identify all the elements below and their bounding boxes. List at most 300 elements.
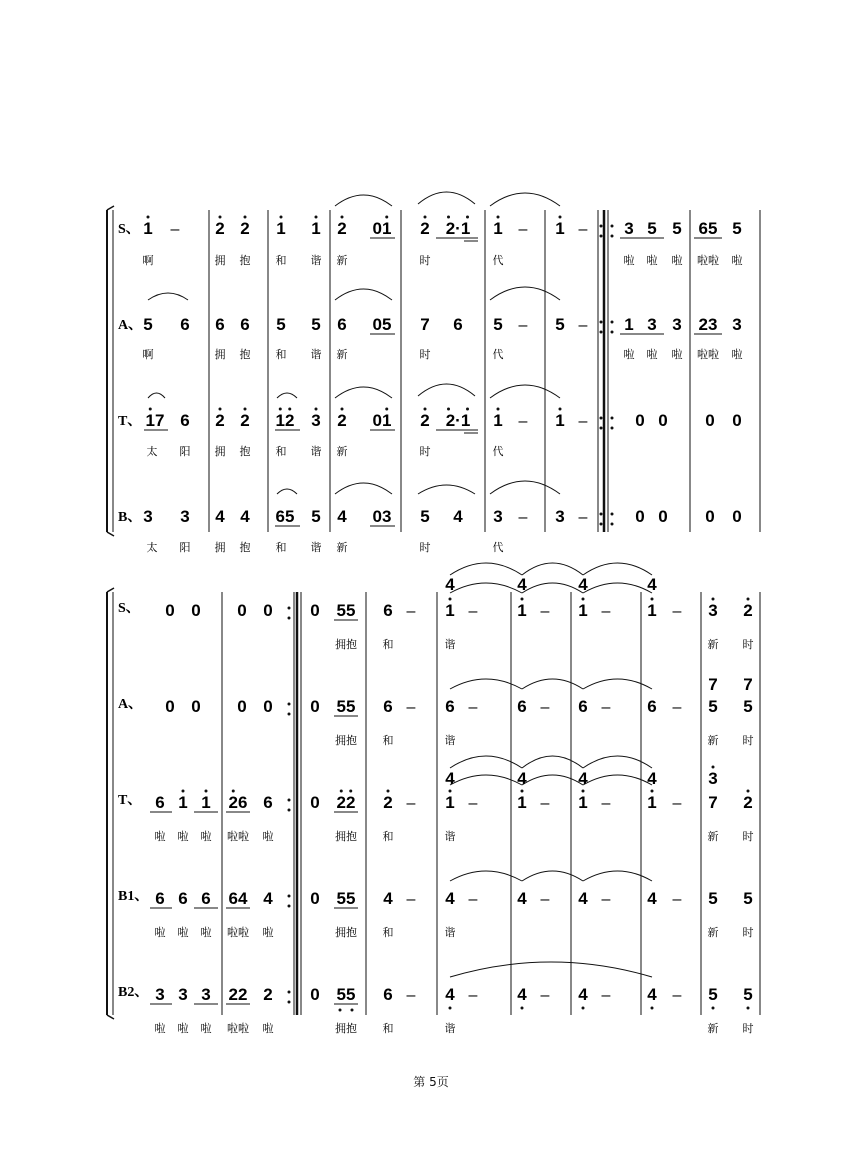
note: 6: [240, 315, 250, 334]
repeat-dot: [611, 513, 614, 516]
note: 3: [647, 315, 657, 334]
note: 2: [240, 219, 250, 238]
dash-mark: –: [468, 891, 478, 908]
part-label: B、: [118, 510, 142, 525]
note: 5: [493, 315, 503, 334]
note: 65: [698, 219, 718, 238]
repeat-dot: [611, 321, 614, 324]
note: 6: [383, 601, 393, 620]
octave-dot-above: [219, 408, 222, 411]
octave-dot-above: [521, 598, 524, 601]
slur: [418, 485, 475, 494]
upper-note: 3: [708, 769, 718, 788]
repeat-dot: [288, 991, 291, 994]
note: 0: [658, 411, 668, 430]
note: 6: [215, 315, 225, 334]
note: 23: [698, 315, 718, 334]
lyric: 啦: [262, 830, 274, 843]
repeat-dot: [600, 417, 603, 420]
note: 5: [420, 507, 430, 526]
part-label: S、: [118, 222, 140, 237]
note: 5: [311, 315, 321, 334]
lyric: 新: [336, 445, 348, 458]
slur: [583, 583, 652, 593]
octave-dot-below: [339, 1009, 342, 1012]
lyric: 阳: [179, 541, 191, 554]
repeat-dot: [288, 895, 291, 898]
dash-mark: –: [601, 891, 611, 908]
note: 6: [647, 697, 657, 716]
dash-mark: –: [540, 891, 550, 908]
slur: [522, 583, 583, 593]
note: 5: [708, 697, 718, 716]
slur: [583, 563, 652, 575]
dash-mark: –: [540, 699, 550, 716]
lyric: 时: [742, 830, 754, 843]
octave-dot-below: [651, 1007, 654, 1010]
slur: [335, 289, 392, 300]
octave-dot-above: [447, 408, 450, 411]
dash-mark: –: [540, 987, 550, 1004]
dash-mark: –: [672, 987, 682, 1004]
note: 2: [215, 219, 225, 238]
slur: [450, 583, 522, 593]
lyric: 谐: [444, 734, 456, 747]
lyric: 拥抱: [335, 830, 357, 843]
slur: [522, 775, 583, 785]
lyric: 啦啦: [697, 348, 719, 361]
note: 0: [165, 697, 175, 716]
slur: [490, 193, 560, 206]
lyric: 和: [275, 541, 287, 554]
octave-dot-above: [582, 790, 585, 793]
note: 1: [555, 219, 565, 238]
note: 6: [445, 697, 455, 716]
lyric: 谐: [310, 254, 322, 267]
note: 6: [517, 697, 527, 716]
slur: [418, 384, 475, 396]
dash-mark: –: [518, 317, 528, 334]
note: 2·1: [445, 411, 471, 430]
note: 3: [708, 601, 718, 620]
octave-dot-above: [149, 408, 152, 411]
note: 22: [228, 985, 248, 1004]
lyric: 代: [492, 541, 504, 554]
note: 1: [647, 793, 657, 812]
repeat-dot: [600, 235, 603, 238]
note: 3: [493, 507, 503, 526]
note: 5: [143, 315, 153, 334]
note: 3: [143, 507, 153, 526]
octave-dot-above: [712, 598, 715, 601]
note: 2: [337, 219, 347, 238]
note: 4: [453, 507, 463, 526]
note: 4: [578, 985, 588, 1004]
octave-dot-above: [385, 408, 388, 411]
dash-mark: –: [518, 413, 528, 430]
note: 1: [624, 315, 634, 334]
lyric: 新: [707, 830, 719, 843]
lyric: 时: [742, 734, 754, 747]
note: 55: [336, 889, 356, 908]
repeat-dot: [288, 713, 291, 716]
octave-dot-above: [280, 216, 283, 219]
system-bracket: [107, 588, 114, 592]
note: 0: [237, 697, 247, 716]
upper-note: 7: [708, 675, 718, 694]
lyric: 啦: [154, 926, 166, 939]
note: 2: [240, 411, 250, 430]
octave-dot-above: [497, 408, 500, 411]
note: 1: [201, 793, 211, 812]
note: 4: [445, 985, 455, 1004]
note: 0: [237, 601, 247, 620]
octave-dot-above: [651, 790, 654, 793]
octave-dot-below: [582, 1007, 585, 1010]
note: 0: [191, 601, 201, 620]
lyric: 拥抱: [335, 1022, 357, 1035]
note: 01: [372, 411, 392, 430]
note: 1: [517, 601, 527, 620]
lyric: 抱: [239, 541, 251, 554]
page-number: 第 5页: [413, 1075, 449, 1089]
lyric: 新: [707, 926, 719, 939]
slur: [522, 756, 583, 768]
note: 7: [708, 793, 718, 812]
system-bracket: [107, 206, 114, 210]
note: 1: [276, 219, 286, 238]
note: 1: [445, 793, 455, 812]
system-bracket: [107, 1015, 114, 1019]
octave-dot-above: [424, 216, 427, 219]
dash-mark: –: [601, 699, 611, 716]
lyric: 谐: [310, 445, 322, 458]
note: 4: [647, 889, 657, 908]
dash-mark: –: [406, 891, 416, 908]
note: 5: [647, 219, 657, 238]
lyric: 谐: [444, 926, 456, 939]
note: 6: [263, 793, 273, 812]
repeat-dot: [611, 235, 614, 238]
note: 0: [635, 411, 645, 430]
lyric: 抱: [239, 445, 251, 458]
repeat-dot: [288, 799, 291, 802]
note: 4: [337, 507, 347, 526]
note: 1: [555, 411, 565, 430]
note: 5: [672, 219, 682, 238]
note: 2: [743, 601, 753, 620]
note: 6: [201, 889, 211, 908]
octave-dot-above: [315, 408, 318, 411]
note: 03: [372, 507, 392, 526]
octave-dot-above: [387, 790, 390, 793]
note: 6: [453, 315, 463, 334]
octave-dot-above: [651, 598, 654, 601]
slur: [583, 775, 652, 785]
note: 3: [180, 507, 190, 526]
lyric: 新: [707, 1022, 719, 1035]
lyric: 代: [492, 348, 504, 361]
dash-mark: –: [518, 221, 528, 238]
dash-mark: –: [672, 891, 682, 908]
lyric: 啊: [142, 254, 154, 267]
slur: [335, 195, 392, 206]
lyric: 啦: [262, 1022, 274, 1035]
lyric: 啦: [262, 926, 274, 939]
note: 0: [191, 697, 201, 716]
note: 5: [743, 697, 753, 716]
note: 6: [155, 793, 165, 812]
note: 4: [383, 889, 393, 908]
lyric: 啦: [731, 254, 743, 267]
note: 64: [228, 889, 248, 908]
upper-note: 7: [743, 675, 753, 694]
note: 0: [658, 507, 668, 526]
note: 0: [263, 601, 273, 620]
lyric: 抱: [239, 254, 251, 267]
note: 1: [647, 601, 657, 620]
note: 2: [263, 985, 273, 1004]
note: 0: [310, 697, 320, 716]
note: 12: [275, 411, 295, 430]
lyric: 啦: [623, 348, 635, 361]
slur: [490, 385, 560, 398]
dash-mark: –: [672, 795, 682, 812]
note: 3: [672, 315, 682, 334]
slur: [583, 756, 652, 768]
lyric: 啦: [731, 348, 743, 361]
slur: [418, 192, 475, 204]
repeat-dot: [288, 703, 291, 706]
lyric: 啦: [646, 348, 658, 361]
lyric: 时: [419, 348, 431, 361]
lyric: 和: [275, 348, 287, 361]
octave-dot-above: [244, 408, 247, 411]
note: 5: [311, 507, 321, 526]
note: 01: [372, 219, 392, 238]
note: 22: [336, 793, 356, 812]
octave-dot-below: [521, 1007, 524, 1010]
lyric: 啦啦: [697, 254, 719, 267]
octave-dot-above: [279, 408, 282, 411]
note: 5: [276, 315, 286, 334]
lyric: 拥抱: [335, 638, 357, 651]
slur: [277, 489, 297, 494]
repeat-dot: [288, 905, 291, 908]
note: 2: [420, 219, 430, 238]
lyric: 啊: [142, 348, 154, 361]
dash-mark: –: [540, 603, 550, 620]
note: 2·1: [445, 219, 471, 238]
lyric: 啦: [177, 830, 189, 843]
note: 55: [336, 697, 356, 716]
slur: [450, 563, 522, 575]
note: 6: [178, 889, 188, 908]
note: 1: [578, 601, 588, 620]
lyric: 谐: [444, 1022, 456, 1035]
lyric: 啦啦: [227, 926, 249, 939]
lyric: 啦: [177, 926, 189, 939]
note: 4: [578, 889, 588, 908]
note: 6: [337, 315, 347, 334]
note: 3: [555, 507, 565, 526]
note: 0: [705, 507, 715, 526]
lyric: 啦: [671, 348, 683, 361]
lyric: 啦: [623, 254, 635, 267]
repeat-dot: [288, 1001, 291, 1004]
repeat-dot: [611, 225, 614, 228]
lyric: 啦: [200, 1022, 212, 1035]
lyric: 啦: [200, 926, 212, 939]
note: 2: [215, 411, 225, 430]
octave-dot-above: [232, 790, 235, 793]
lyric: 拥: [214, 348, 226, 361]
part-label: B1、: [118, 889, 149, 904]
slur: [450, 962, 652, 977]
lyric: 和: [382, 1022, 394, 1035]
lyric: 和: [382, 926, 394, 939]
lyric: 谐: [310, 348, 322, 361]
octave-dot-above: [449, 598, 452, 601]
lyric: 啦: [177, 1022, 189, 1035]
lyric: 和: [382, 830, 394, 843]
note: 6: [180, 315, 190, 334]
note: 4: [517, 985, 527, 1004]
upper-note: 4: [445, 769, 455, 788]
lyric: 啦: [154, 1022, 166, 1035]
octave-dot-above: [341, 216, 344, 219]
dash-mark: –: [578, 509, 588, 526]
octave-dot-above: [315, 216, 318, 219]
note: 4: [517, 889, 527, 908]
upper-note: 4: [578, 769, 588, 788]
lyric: 新: [336, 541, 348, 554]
part-label: T、: [118, 414, 142, 429]
note: 55: [336, 601, 356, 620]
lyric: 和: [275, 254, 287, 267]
lyric: 代: [492, 254, 504, 267]
note: 65: [275, 507, 295, 526]
note: 5: [708, 889, 718, 908]
note: 1: [178, 793, 188, 812]
upper-note: 4: [517, 575, 527, 594]
slur: [277, 393, 297, 398]
repeat-dot: [288, 607, 291, 610]
octave-dot-above: [424, 408, 427, 411]
dash-mark: –: [672, 603, 682, 620]
repeat-dot: [611, 427, 614, 430]
note: 0: [732, 411, 742, 430]
slur: [522, 679, 583, 689]
lyric: 抱: [239, 348, 251, 361]
lyric: 时: [742, 926, 754, 939]
repeat-dot: [611, 417, 614, 420]
note: 3: [201, 985, 211, 1004]
lyric: 谐: [310, 541, 322, 554]
upper-note: 4: [517, 769, 527, 788]
lyric: 和: [275, 445, 287, 458]
note: 3: [311, 411, 321, 430]
octave-dot-above: [340, 790, 343, 793]
note: 5: [732, 219, 742, 238]
repeat-dot: [600, 427, 603, 430]
note: 7: [420, 315, 430, 334]
repeat-dot: [600, 513, 603, 516]
dash-mark: –: [468, 603, 478, 620]
note: 6: [383, 985, 393, 1004]
repeat-dot: [600, 523, 603, 526]
octave-dot-above: [205, 790, 208, 793]
slur: [522, 563, 583, 575]
note: 3: [732, 315, 742, 334]
octave-dot-above: [521, 790, 524, 793]
note: 3: [155, 985, 165, 1004]
slur: [148, 293, 188, 300]
lyric: 啦: [671, 254, 683, 267]
octave-dot-above: [447, 216, 450, 219]
slur: [490, 287, 560, 300]
note: 4: [215, 507, 225, 526]
dash-mark: –: [540, 795, 550, 812]
note: 4: [263, 889, 273, 908]
note: 6: [578, 697, 588, 716]
dash-mark: –: [468, 987, 478, 1004]
note: 26: [228, 793, 248, 812]
upper-note: 4: [647, 575, 657, 594]
lyric: 和: [382, 734, 394, 747]
lyric: 谐: [444, 830, 456, 843]
lyric: 时: [742, 638, 754, 651]
octave-dot-above: [182, 790, 185, 793]
note: 0: [732, 507, 742, 526]
note: 1: [578, 793, 588, 812]
lyric: 啦: [200, 830, 212, 843]
note: 1: [311, 219, 321, 238]
note: 6: [155, 889, 165, 908]
octave-dot-above: [288, 408, 291, 411]
lyric: 代: [492, 445, 504, 458]
repeat-dot: [611, 331, 614, 334]
note: 5: [743, 985, 753, 1004]
part-label: B2、: [118, 985, 149, 1000]
note: 5: [708, 985, 718, 1004]
note: 05: [372, 315, 392, 334]
octave-dot-above: [712, 766, 715, 769]
note: 3: [624, 219, 634, 238]
octave-dot-above: [466, 408, 469, 411]
note: 0: [705, 411, 715, 430]
lyric: 太: [146, 541, 158, 554]
lyric: 啦: [154, 830, 166, 843]
note: 0: [263, 697, 273, 716]
octave-dot-above: [349, 790, 352, 793]
note: 0: [310, 889, 320, 908]
slur: [148, 393, 165, 398]
dash-mark: –: [518, 509, 528, 526]
lyric: 时: [742, 1022, 754, 1035]
note: 17: [145, 411, 165, 430]
dash-mark: –: [406, 987, 416, 1004]
note: 1: [143, 219, 153, 238]
dash-mark: –: [578, 221, 588, 238]
part-label: S、: [118, 601, 140, 616]
octave-dot-below: [712, 1007, 715, 1010]
octave-dot-above: [559, 216, 562, 219]
note: 0: [310, 985, 320, 1004]
slur: [490, 481, 560, 494]
dash-mark: –: [601, 795, 611, 812]
octave-dot-above: [244, 216, 247, 219]
